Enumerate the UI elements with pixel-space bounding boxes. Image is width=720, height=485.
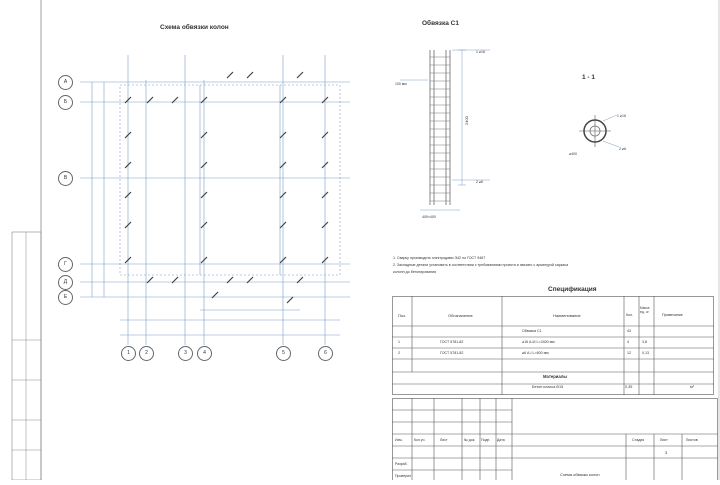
section-drawing [390, 35, 500, 225]
stamp-col-date: Дата [497, 438, 505, 442]
spec-header-qty: Кол. [626, 313, 633, 317]
cut-title: 1 - 1 [582, 74, 596, 81]
stamp-doc-title: Схема обвязки колон [560, 472, 600, 477]
stamp-col-kol: Кол.уч. [414, 438, 426, 442]
axis-bubble-left: Б [58, 95, 73, 110]
material-title: Материалы [543, 374, 567, 379]
stamp-sheets-label: Листов [686, 438, 698, 442]
spec-cell: 4 [627, 340, 629, 344]
spec-table [392, 296, 714, 396]
axis-bubble-bottom: 6 [318, 346, 333, 361]
svg-text:2 ⌀6: 2 ⌀6 [619, 147, 626, 151]
stamp-col-izm: Изм. [395, 438, 403, 442]
material-name: Бетон класса В15 [532, 385, 564, 389]
column-marks [125, 72, 328, 303]
spec-header-name: Наименование [553, 313, 581, 318]
stamp-col-doc: № док. [464, 438, 476, 442]
svg-text:100 мм: 100 мм [395, 82, 407, 86]
column-mark [297, 72, 303, 78]
spec-cell: 43 [627, 329, 631, 333]
note-2: 2. Закладные детали установить в соответствии с требованиями проекта и связать с арматурой каркаса [393, 263, 569, 267]
section-title: Обвязка С1 [422, 20, 459, 27]
note-1: 1. Сварку производить электродами Э42 по ГОСТ 9467 [393, 256, 486, 260]
axis-bubble-bottom: 5 [276, 346, 291, 361]
column-mark [227, 72, 233, 78]
spec-cell: 1 [398, 340, 400, 344]
stamp-stage-label: Стадия [632, 438, 645, 442]
spec-cell: 2 [398, 351, 400, 355]
svg-text:400×400: 400×400 [422, 215, 436, 219]
svg-text:2400: 2400 [464, 116, 469, 125]
svg-text:1 ⌀16: 1 ⌀16 [476, 50, 485, 54]
spec-title: Спецификация [548, 286, 597, 293]
axis-bubble-bottom: 3 [178, 346, 193, 361]
cut-drawing [565, 95, 635, 165]
spec-cell: 12 [627, 351, 631, 355]
svg-text:⌀400: ⌀400 [569, 152, 577, 156]
column-plan [80, 55, 350, 345]
svg-text:1 ⌀16: 1 ⌀16 [617, 114, 626, 118]
svg-text:2 ⌀6: 2 ⌀6 [476, 180, 483, 184]
stamp-col-sign: Подп. [481, 438, 491, 442]
stamp-role-dev: Разраб. [395, 462, 408, 466]
column-mark [287, 297, 293, 303]
axis-bubble-left: А [58, 75, 73, 90]
spec-cell: ⌀16 A-III L=2400 мм [522, 340, 555, 344]
stamp-sheet-label: Лист [660, 438, 668, 442]
column-mark [247, 72, 253, 78]
spec-cell: ГОСТ 5781-82 [440, 340, 464, 344]
spec-header-note: Примечание [662, 313, 683, 317]
stamp-col-list: Лист [440, 438, 448, 442]
stamp-sheet-number: 3 [665, 450, 668, 455]
axis-bubble-left: Г [58, 257, 73, 272]
axis-bubble-left: Д [58, 275, 73, 290]
spec-header-pos: Поз. [398, 313, 406, 318]
note-3: колонн до бетонирования [393, 270, 437, 274]
axis-bubble-left: В [58, 171, 73, 186]
axis-bubble-bottom: 2 [139, 346, 154, 361]
spec-cell: 3,8 [642, 340, 647, 344]
spec-header-mass: Масса ед., кг [640, 306, 650, 314]
plan-title: Схема обвязки колон [160, 24, 229, 31]
spec-header-code: Обозначение [448, 313, 473, 318]
axis-bubble-left: Е [58, 290, 73, 305]
spec-cell: Обвязка С1 [522, 329, 542, 333]
material-note: м³ [690, 385, 694, 389]
spec-cell: ГОСТ 5781-82 [440, 351, 464, 355]
spec-cell: 0,13 [642, 351, 649, 355]
axis-bubble-bottom: 4 [197, 346, 212, 361]
material-qty: 0,35 [625, 385, 633, 389]
stamp-role-check: Проверил [395, 474, 412, 478]
spec-cell: ⌀6 A-I L=600 мм [522, 351, 549, 355]
axis-bubble-bottom: 1 [121, 346, 136, 361]
